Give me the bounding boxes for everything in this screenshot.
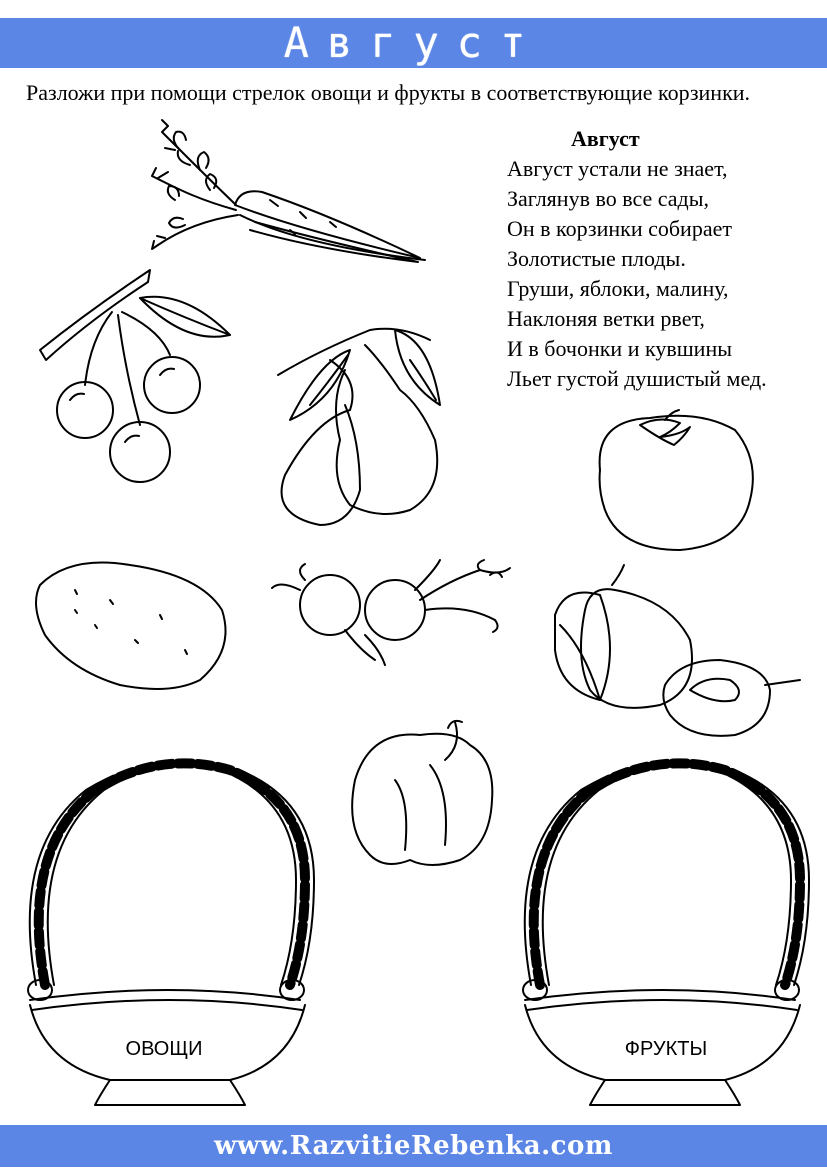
poem-title: Август: [571, 126, 640, 151]
task-instruction: Разложи при помощи стрелок овощи и фрукты в соответствующие корзинки.: [26, 80, 751, 105]
footer-bar: [0, 1125, 827, 1167]
carrot-icon[interactable]: [152, 120, 425, 262]
cherries-icon[interactable]: [40, 270, 230, 482]
potato-icon[interactable]: [36, 563, 226, 690]
bell-pepper-icon[interactable]: [352, 721, 492, 865]
pears-icon[interactable]: [278, 329, 440, 525]
poem-line: Льет густой душистый мед.: [507, 366, 767, 391]
poem-line: И в бочонки и кувшины: [507, 336, 733, 361]
tomato-icon[interactable]: [600, 410, 753, 550]
poem-line: Август устали не знает,: [507, 156, 728, 181]
footer-site-link[interactable]: www.RazvitieRebenka.com: [214, 1131, 613, 1161]
poem-line: Заглянув во все сады,: [507, 186, 710, 211]
fruits-basket-label: ФРУКТЫ: [624, 1038, 708, 1060]
poem-line: Наклоняя ветки рвет,: [507, 306, 705, 331]
apricot-icon[interactable]: [555, 565, 800, 736]
poem-line: Груши, яблоки, малину,: [507, 276, 729, 301]
poem-line: Он в корзинки собирает: [507, 216, 732, 241]
radish-icon[interactable]: [272, 560, 510, 665]
poem-line: Золотистые плоды.: [507, 246, 686, 271]
page-title: Август: [283, 17, 544, 67]
vegetables-basket-label: ОВОЩИ: [125, 1038, 203, 1060]
